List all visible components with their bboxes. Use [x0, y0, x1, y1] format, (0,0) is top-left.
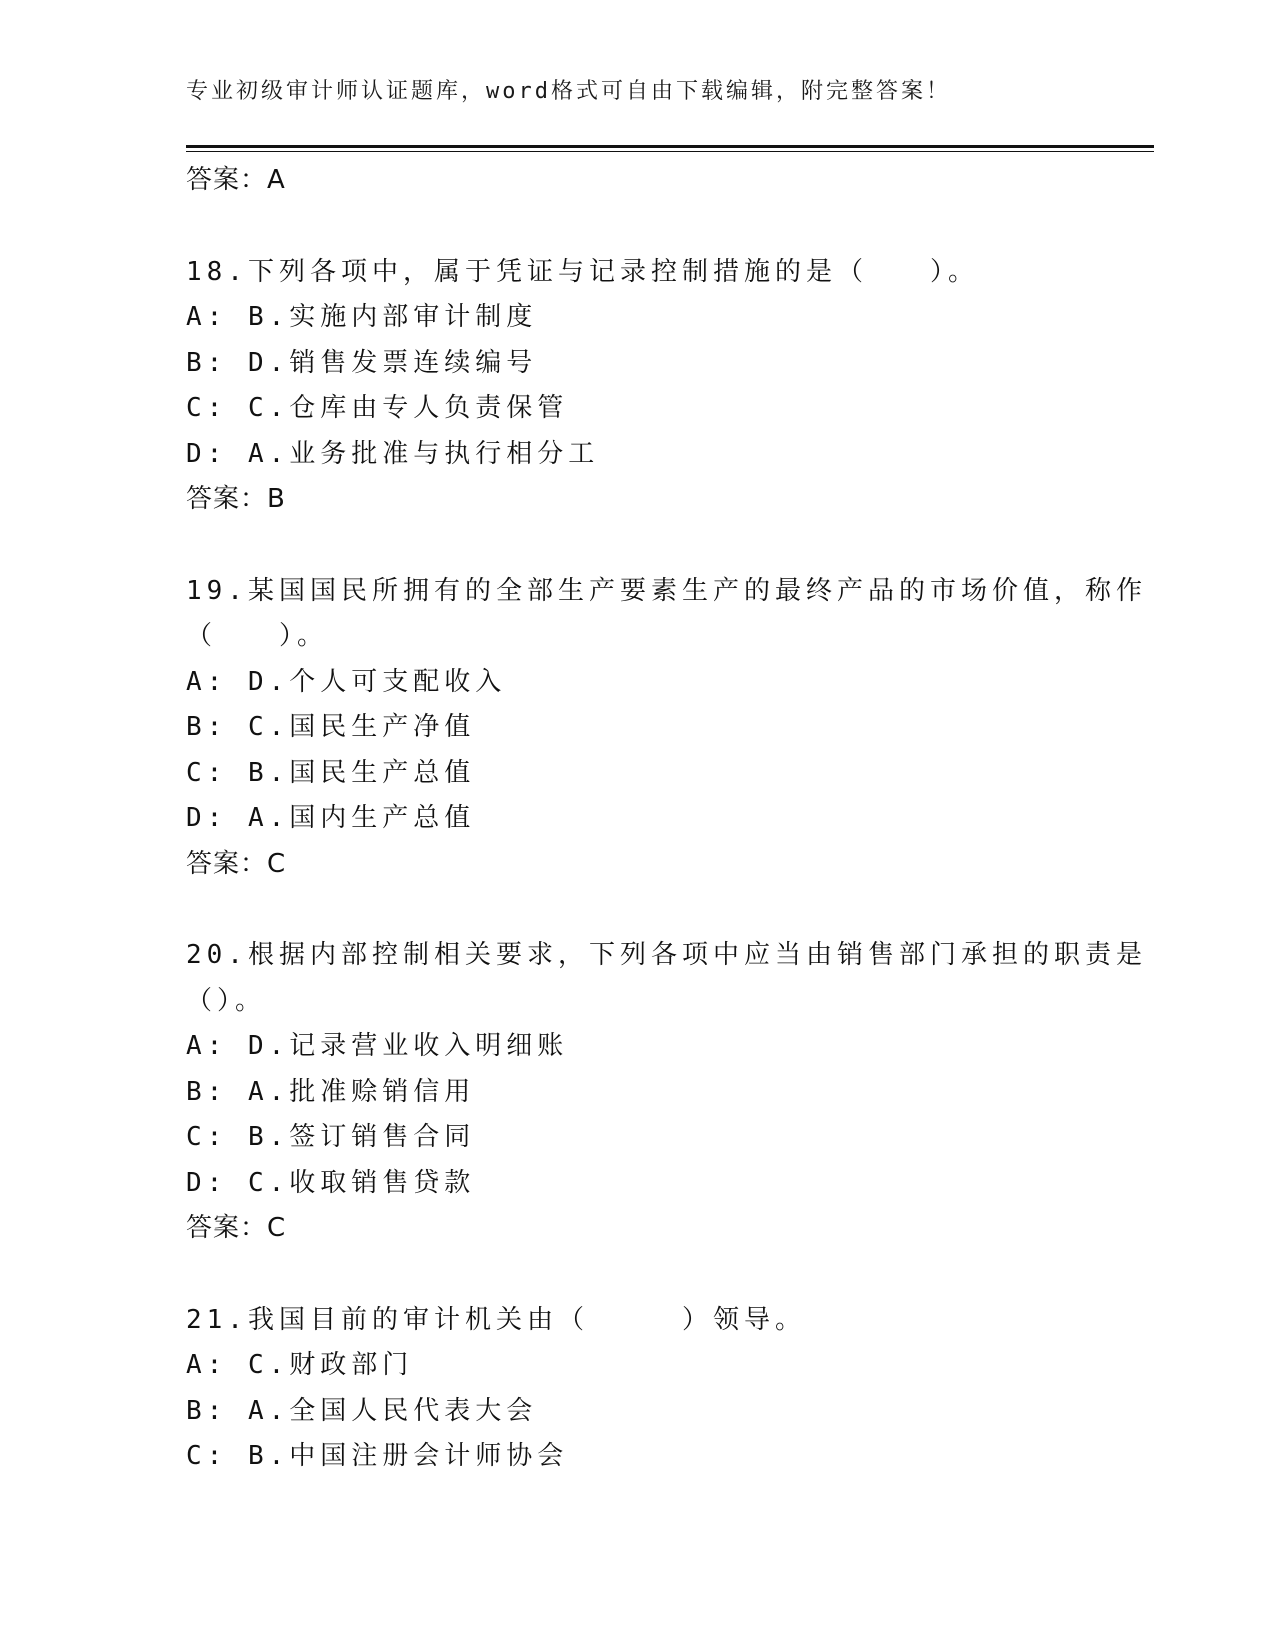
- answer-line: 答案：C: [186, 1213, 287, 1243]
- question-stem: 19.某国国民所拥有的全部生产要素生产的最终产品的市场价值，称作: [186, 575, 1147, 606]
- question-stem: 18.下列各项中，属于凭证与记录控制措施的是（ ）。: [186, 256, 979, 287]
- header-rule-thin: [186, 151, 1154, 152]
- document-body: [186, 158, 1147, 1480]
- question-block: [186, 250, 1086, 523]
- spacer: [186, 204, 1086, 250]
- option-c: C: B.中国注册会计师协会: [186, 1441, 569, 1471]
- option-a: A: D.记录营业收入明细账: [186, 1031, 569, 1061]
- option-b: B: C.国民生产净值: [186, 712, 476, 742]
- answer-line: 答案：B: [186, 484, 286, 514]
- option-d: D: C.收取销售贷款: [186, 1167, 476, 1198]
- option-a: A: B.实施内部审计制度: [186, 302, 538, 332]
- spacer: [186, 523, 1086, 569]
- question-stem: 20.根据内部控制相关要求，下列各项中应当由销售部门承担的职责是: [186, 940, 1147, 970]
- option-a: A: C.财政部门: [186, 1350, 414, 1380]
- question-stem-continued: （ ）。: [186, 621, 329, 651]
- question-stem-continued: （）。: [186, 985, 267, 1016]
- answer-line: 答案：A: [186, 165, 286, 195]
- page-header: 专业初级审计师认证题库，word格式可自由下载编辑，附完整答案！: [186, 79, 951, 104]
- spacer: [186, 1252, 1086, 1298]
- option-d: D: A.国内生产总值: [186, 803, 476, 833]
- option-c: C: B.签订销售合同: [186, 1122, 476, 1152]
- question-stem: 21.我国目前的审计机关由（ ）领导。: [186, 1304, 806, 1335]
- answer-line: 答案：C: [186, 848, 287, 879]
- question-block: [186, 933, 1147, 1252]
- option-b: B: A.批准赊销信用: [186, 1076, 476, 1107]
- question-block: [186, 1298, 1086, 1480]
- option-d: D: A.业务批准与执行相分工: [186, 438, 600, 469]
- option-c: C: C.仓库由专人负责保管: [186, 393, 569, 423]
- option-b: B: D.销售发票连续编号: [186, 347, 538, 378]
- spacer: [186, 887, 1086, 933]
- option-a: A: D.个人可支配收入: [186, 666, 507, 697]
- question-block: [186, 569, 1147, 888]
- option-b: B: A.全国人民代表大会: [186, 1395, 538, 1426]
- header-rule-thick: [186, 145, 1154, 148]
- option-c: C: B.国民生产总值: [186, 757, 476, 788]
